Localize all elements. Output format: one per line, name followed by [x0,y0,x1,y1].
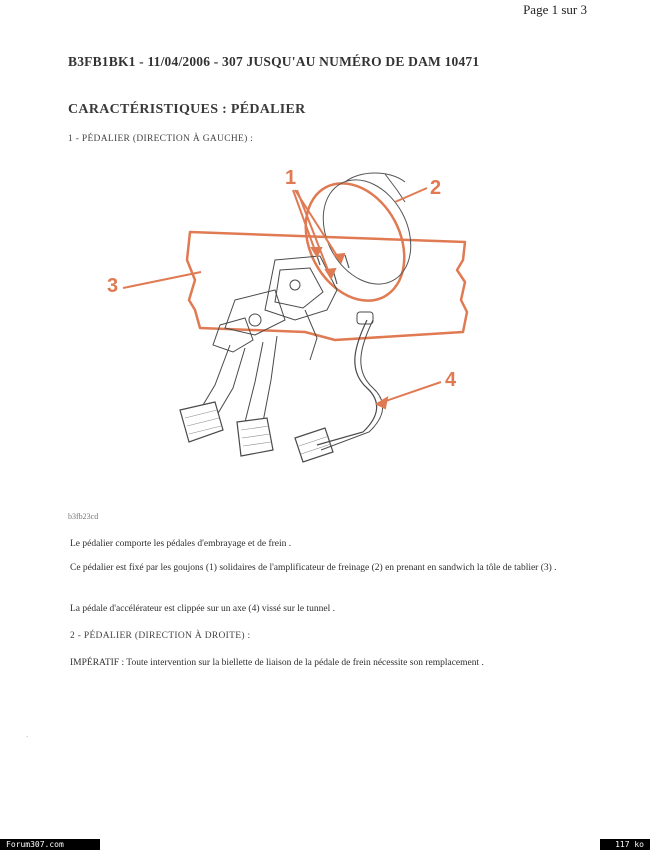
section-title: CARACTÉRISTIQUES : PÉDALIER [68,102,306,117]
pedal-pads [180,402,333,462]
paragraph-mounting: Ce pédalier est fixé par les goujons (1) solidaires de l'amplificateur de freinage (2) en prenant en sandwich la tôle de tablier (3) . [70,563,557,573]
document-title: B3FB1BK1 - 11/04/2006 - 307 JUSQU'AU NUMÉRO DE DAM 10471 [68,54,480,69]
warning-paragraph: IMPÉRATIF : Toute intervention sur la biellette de liaison de la pédale de frein nécessite son remplacement . [70,658,484,668]
callout-label-4: 4 [445,369,457,391]
paragraph-pedal-box: Le pédalier comporte les pédales d'embrayage et de frein . [70,539,292,549]
callout-label-3: 3 [107,275,119,297]
subsection-heading-left-hand-drive: 1 - PÉDALIER (DIRECTION À GAUCHE) : [68,134,254,144]
callout-label-1: 1 [285,167,297,189]
scan-mark-icon: · [26,733,29,741]
pedal-assembly-figure [105,160,485,495]
page-number: Page 1 sur 3 [523,2,587,17]
firewall-panel-shape [187,232,467,340]
paragraph-accelerator: La pédale d'accélérateur est clippée sur un axe (4) vissé sur le tunnel . [70,604,335,614]
figure-reference: b3fb23cd [68,512,99,521]
footer-file-size: 117 ko [600,839,650,850]
brake-booster-shape [286,166,424,318]
footer-site-label: Forum307.com [0,839,100,850]
callout-leaders [123,188,441,408]
pedal-assembly-diagram [105,160,485,490]
pedal-box-linework [200,256,337,422]
subsection-heading-right-hand-drive: 2 - PÉDALIER (DIRECTION À DROITE) : [70,631,251,641]
callout-label-2: 2 [430,177,442,199]
